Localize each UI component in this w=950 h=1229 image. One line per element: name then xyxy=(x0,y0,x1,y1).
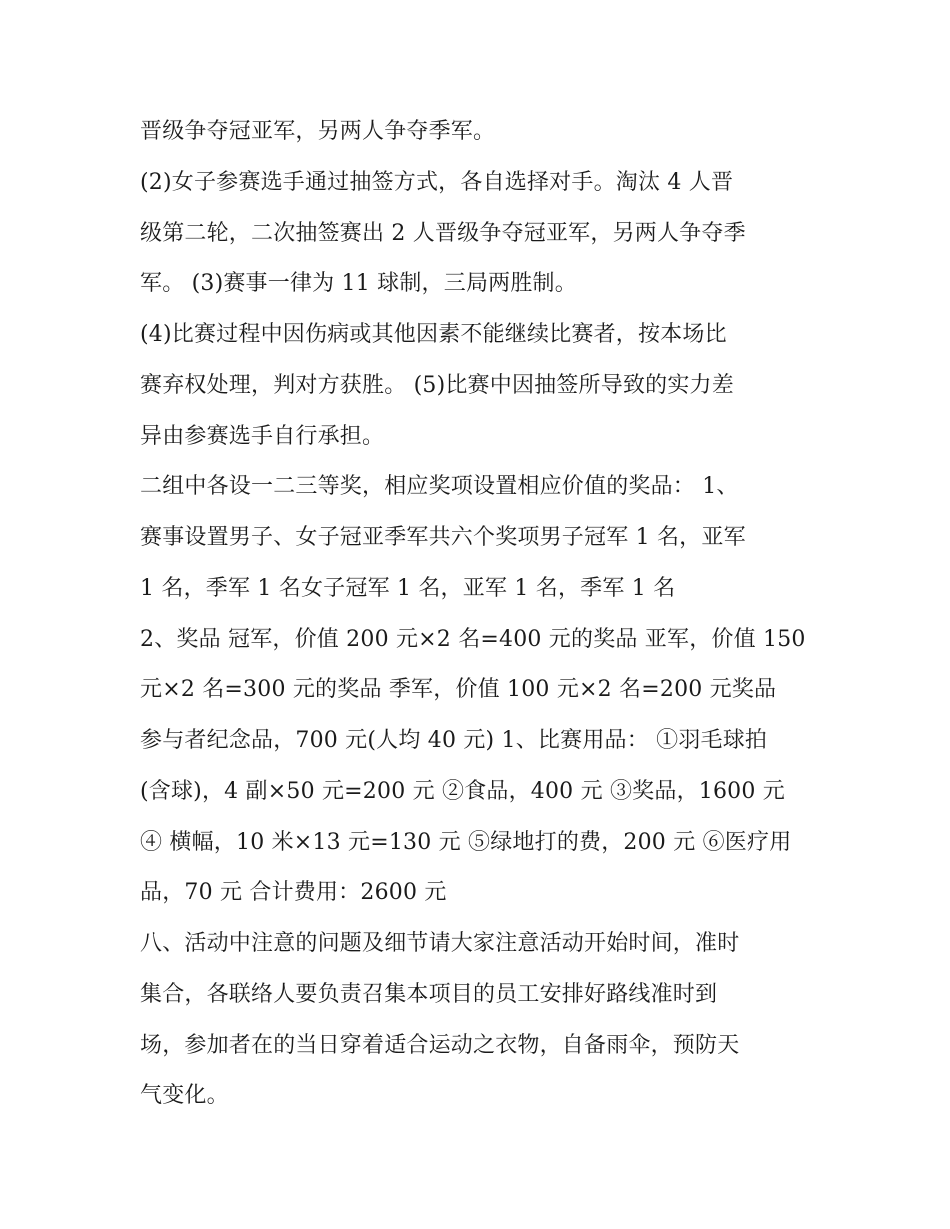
text-line: 1 名，季军 1 名女子冠军 1 名，亚军 1 名，季军 1 名 xyxy=(140,575,676,601)
text-line: 赛弃权处理，判对方获胜。 (5)比赛中因抽签所导致的实力差 xyxy=(140,372,734,398)
text-line: 二组中各设一二三等奖，相应奖项设置相应价值的奖品： 1、 xyxy=(140,474,739,500)
text-line: 品，70 元 合计费用：2600 元 xyxy=(140,880,447,906)
text-line: 集合，各联络人要负责召集本项目的员工安排好路线准时到 xyxy=(140,981,718,1007)
text-line: 2、奖品 冠军，价值 200 元×2 名=400 元的奖品 亚军，价值 150 xyxy=(140,626,806,652)
text-line: ④ 横幅，10 米×13 元=130 元 ⑤绿地打的费，200 元 ⑥医疗用 xyxy=(140,829,792,855)
text-line: 元×2 名=300 元的奖品 季军，价值 100 元×2 名=200 元奖品 xyxy=(140,677,777,703)
text-line: (4)比赛过程中因伤病或其他因素不能继续比赛者，按本场比 xyxy=(140,322,727,347)
text-line: 参与者纪念品，700 元(人均 40 元) 1、比赛用品： ①羽毛球拍 xyxy=(140,728,768,753)
text-line: (2)女子参赛选手通过抽签方式，各自选择对手。淘汰 4 人晋 xyxy=(140,169,734,195)
text-line: 军。 (3)赛事一律为 11 球制，三局两胜制。 xyxy=(140,271,577,297)
text-line: 晋级争夺冠亚军，另两人争夺季军。 xyxy=(140,119,496,144)
document-body xyxy=(140,107,830,1122)
text-line: 气变化。 xyxy=(140,1083,229,1109)
text-line: 级第二轮，二次抽签赛出 2 人晋级争夺冠亚军，另两人争夺季 xyxy=(140,220,746,246)
text-line: 异由参赛选手自行承担。 xyxy=(140,423,385,449)
text-line: 场，参加者在的当日穿着适合运动之衣物，自备雨伞，预防天 xyxy=(140,1032,740,1058)
text-line: (含球)，4 副×50 元=200 元 ②食品，400 元 ③奖品，1600 元 xyxy=(140,778,785,804)
text-line: 赛事设置男子、女子冠亚季军共六个奖项男子冠军 1 名，亚军 xyxy=(140,525,746,550)
text-line: 八、活动中注意的问题及细节请大家注意活动开始时间，准时 xyxy=(140,931,740,956)
